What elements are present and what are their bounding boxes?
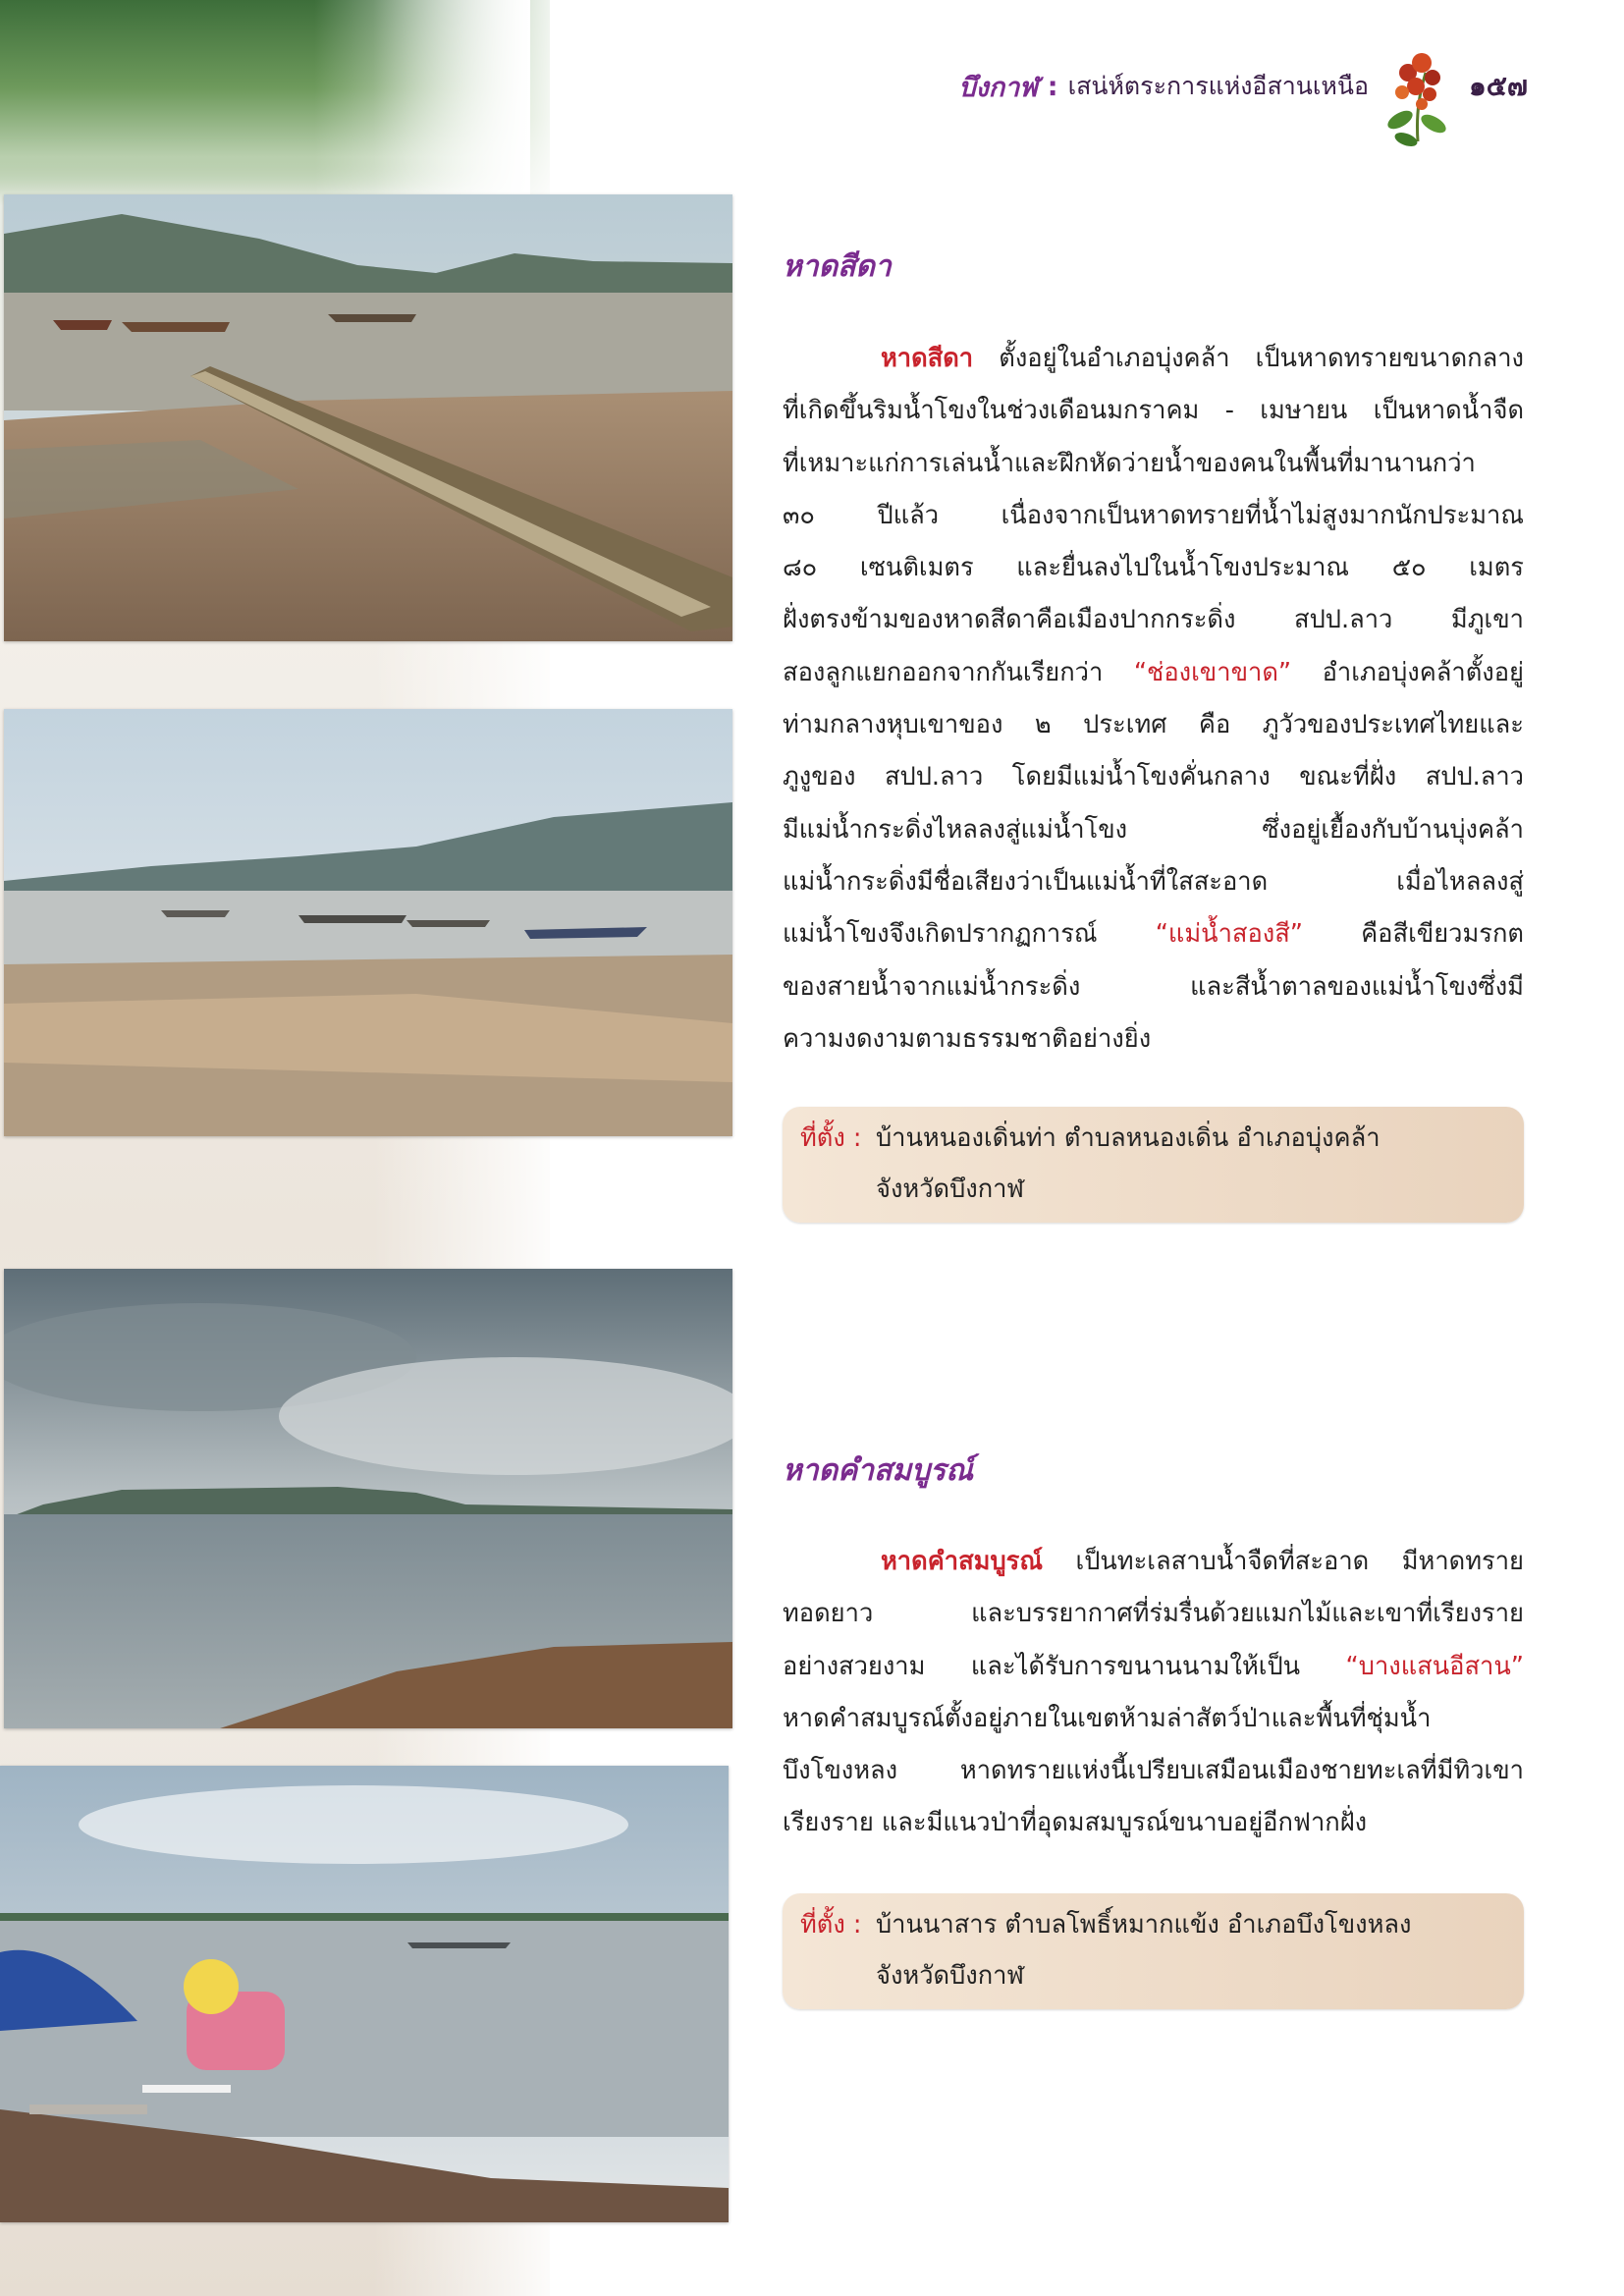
text-line: ฝั่งตรงข้ามของหาดสีดาคือเมืองปากกระดิ่ง สปป.ลาว มีภูเขา: [783, 605, 1524, 635]
text-segment: แม่น้ำโขงจึงเกิดปรากฏการณ์: [783, 919, 1156, 950]
photo-khamsomboon-beach: [0, 1766, 729, 2222]
location-province: จังหวัดบึงกาฬ: [876, 1961, 1024, 1991]
text-segment: อำเภอบุ่งคล้าตั้งอยู่: [1291, 657, 1524, 687]
page-header: [958, 57, 1528, 116]
text-line: ความงดงามตามธรรมชาติอย่างยิ่ง: [783, 1023, 1152, 1054]
location-label: ที่ตั้ง :: [800, 1910, 862, 1940]
highlight-quote: “แม่น้ำสองสี”: [1155, 919, 1303, 950]
text-line: ทอดยาว และบรรยากาศที่ร่มรื่นด้วยแมกไม้และเขาที่เรียงราย: [783, 1599, 1524, 1629]
text-segment: สองลูกแยกออกจากกันเรียกว่า: [783, 657, 1134, 687]
text-line: ภูงูของ สปป.ลาว โดยมีแม่น้ำโขงคั่นกลาง ขณะที่ฝั่ง สปป.ลาว: [783, 762, 1524, 793]
location-label: ที่ตั้ง :: [800, 1123, 862, 1153]
text-line: [783, 647, 1524, 699]
text-line: [783, 333, 1524, 385]
section-title-khamsomboon: หาดคำสมบูรณ์: [783, 1453, 974, 1488]
text-line: ๓๐ ปีแล้ว เนื่องจากเป็นหาดทรายที่น้ำไม่สูงมากนักประมาณ: [783, 500, 1524, 530]
text-line: ที่เกิดขึ้นริมน้ำโขงในช่วงเดือนมกราคม - เมษายน เป็นหาดน้ำจืด: [783, 396, 1524, 426]
location-address: บ้านนาสาร ตำบลโพธิ์หมากแข้ง อำเภอบึงโขงหลง: [876, 1910, 1412, 1940]
location-box-sida: [783, 1107, 1524, 1223]
text-line: [783, 1641, 1524, 1693]
text-line: [783, 1536, 1524, 1588]
text-segment: คือสีเขียวมรกต: [1303, 919, 1524, 950]
text-segment: ตั้งอยู่ในอำเภอบุ่งคล้า เป็นหาดทรายขนาดกลาง: [973, 344, 1524, 373]
flower-icon: [1379, 43, 1455, 149]
photo-sida-river-boats: [4, 709, 732, 1136]
location-box-khamsomboon: [783, 1893, 1524, 2009]
text-line: หาดคำสมบูรณ์ตั้งอยู่ภายในเขตห้ามล่าสัตว์ป่าและพื้นที่ชุ่มน้ำ: [783, 1703, 1432, 1733]
text-line: แม่น้ำกระดิ่งมีชื่อเสียงว่าเป็นแม่น้ำที่ใสสะอาด เมื่อไหลลงสู่: [783, 866, 1524, 897]
text-segment: เป็นทะเลสาบน้ำจืดที่สะอาด มีหาดทราย: [1042, 1547, 1524, 1576]
section-body-khamsomboon: [783, 1536, 1524, 1850]
section-title-sida: หาดสีดา: [783, 249, 892, 284]
text-line: ของสายน้ำจากแม่น้ำกระดิ่ง และสีน้ำตาลของแม่น้ำโขงซึ่งมี: [783, 971, 1524, 1002]
page-number: ๑๕๗: [1468, 70, 1528, 102]
text-line: ๘๐ เซนติเมตร และยื่นลงไปในน้ำโขงประมาณ ๕๐ เมตร: [783, 553, 1524, 583]
highlight-term: หาดคำสมบูรณ์: [881, 1547, 1043, 1576]
header-brand: บึงกาฬ: [958, 72, 1038, 103]
header-separator: :: [1047, 71, 1058, 102]
highlight-quote: “บางแสนอีสาน”: [1345, 1651, 1524, 1681]
text-line: บึงโขงหลง หาดทรายแห่งนี้เปรียบเสมือนเมืองชายทะเลที่มีทิวเขา: [783, 1756, 1524, 1786]
photo-sida-beach-boats: [4, 194, 732, 641]
location-address: บ้านหนองเดิ่นท่า ตำบลหนองเดิ่น อำเภอบุ่งคล้า: [876, 1123, 1380, 1153]
location-province: จังหวัดบึงกาฬ: [876, 1175, 1024, 1204]
text-line: [783, 908, 1524, 960]
photo-khamsomboon-lake: [4, 1269, 732, 1728]
highlight-quote: “ช่องเขาขาด”: [1133, 657, 1292, 687]
text-segment: อย่างสวยงาม และได้รับการขนานนามให้เป็น: [783, 1651, 1346, 1681]
highlight-term: หาดสีดา: [881, 344, 974, 373]
text-line: ท่ามกลางหุบเขาของ ๒ ประเทศ คือ ภูวัวของประเทศไทยและ: [783, 710, 1524, 740]
header-title: เสน่ห์ตระการแห่งอีสานเหนือ: [1067, 72, 1369, 100]
section-body-sida: [783, 333, 1524, 1066]
text-line: ที่เหมาะแก่การเล่นน้ำและฝึกหัดว่ายน้ำของคนในพื้นที่มานานกว่า: [783, 448, 1476, 478]
text-line: เรียงราย และมีแนวป่าที่อุดมสมบูรณ์ขนาบอยู่อีกฟากฝั่ง: [783, 1808, 1368, 1838]
text-line: มีแม่น้ำกระดิ่งไหลลงสู่แม่น้ำโขง ซึ่งอยู่เยื้องกับบ้านบุ่งคล้า: [783, 814, 1524, 845]
